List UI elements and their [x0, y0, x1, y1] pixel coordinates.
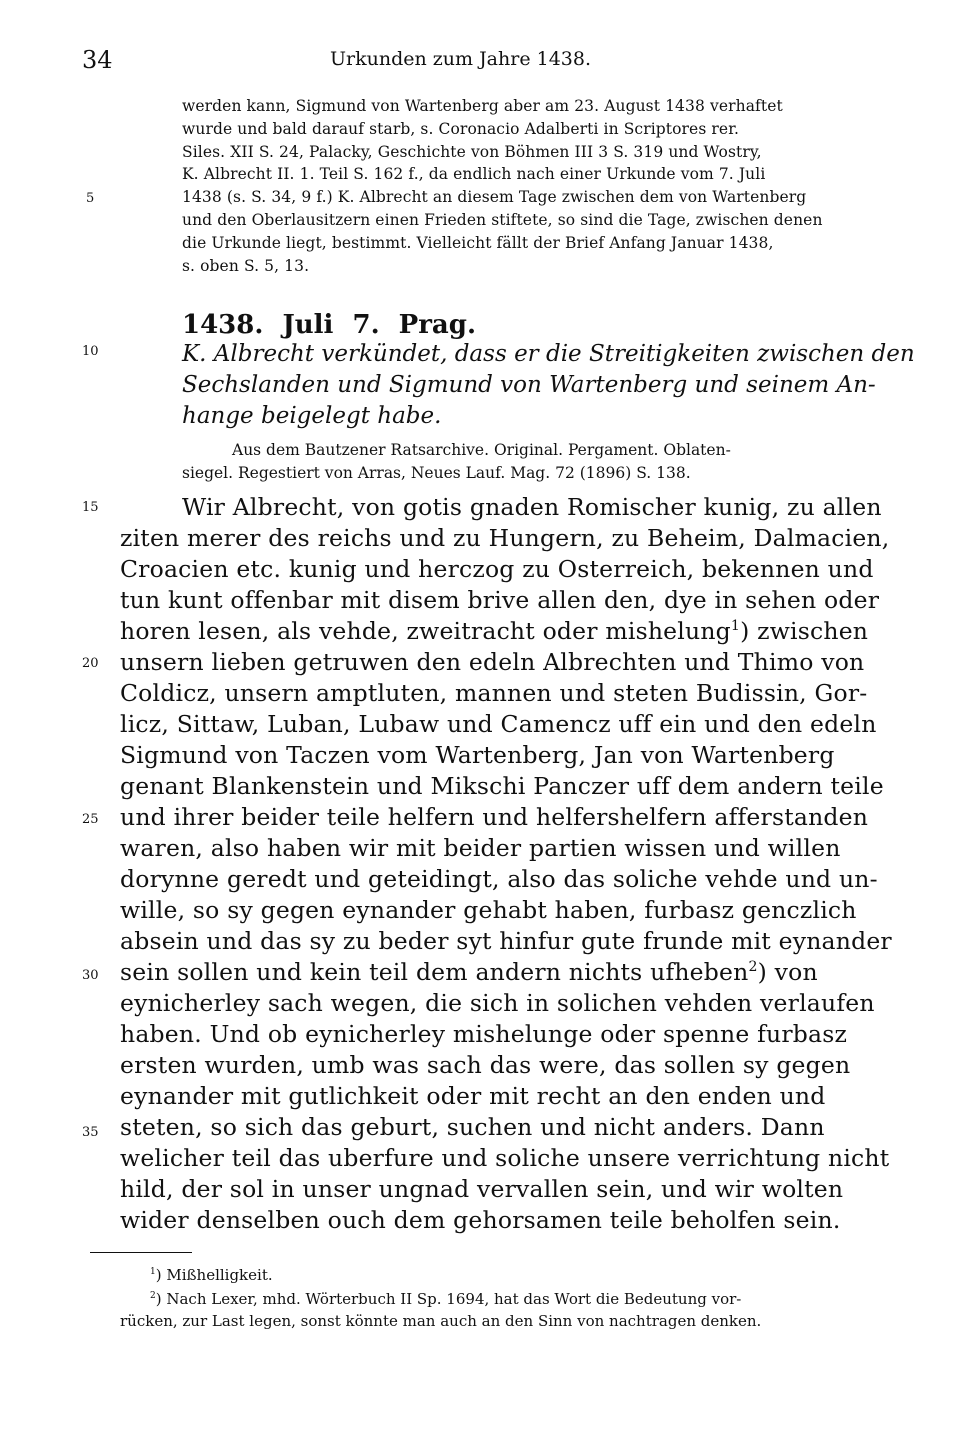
- line-number: 10: [82, 344, 99, 359]
- text-line: eynander mit gutlichkeit oder mit recht an den enden und: [120, 1082, 826, 1110]
- summary-line: K. Albrecht verkündet, dass er die Streitigkeiten zwischen den: [182, 341, 915, 367]
- document-heading: 1438. Juli 7. Prag.: [182, 310, 476, 340]
- text-line: absein und das sy zu beder syt hinfur gute frunde mit eynander: [120, 927, 892, 955]
- footnote: [150, 1266, 273, 1284]
- footnote-mark: 1: [150, 1267, 156, 1277]
- note-line: Siles. XII S. 24, Palacky, Geschichte von Böhmen III 3 S. 319 und Wostry,: [182, 143, 762, 161]
- text-line: waren, also haben wir mit beider partien wissen und willen: [120, 834, 841, 862]
- footnote: [150, 1290, 741, 1308]
- footnote-continuation: rücken, zur Last legen, sonst könnte man auch an den Sinn von nachtragen denken.: [120, 1312, 762, 1330]
- line-number: 5: [86, 191, 95, 206]
- text-line: haben. Und ob eynicherley mishelunge oder spenne furbasz: [120, 1020, 848, 1048]
- line-number: 25: [82, 812, 99, 827]
- text-line: eynicherley sach wegen, die sich in solichen vehden verlaufen: [120, 989, 875, 1017]
- text-line: unsern lieben getruwen den edeln Albrechten und Thimo von: [120, 648, 865, 676]
- line-number: 35: [82, 1125, 99, 1140]
- text-line: Sigmund von Taczen vom Wartenberg, Jan von Wartenberg: [120, 741, 835, 769]
- source-line: siegel. Regestiert von Arras, Neues Lauf. Mag. 72 (1896) S. 138.: [182, 464, 691, 482]
- summary-line: Sechslanden und Sigmund von Wartenberg und seinem An-: [182, 372, 876, 398]
- note-line: werden kann, Sigmund von Wartenberg aber am 23. August 1438 verhaftet: [182, 97, 783, 115]
- text-line: [120, 617, 868, 645]
- note-line: und den Oberlausitzern einen Frieden stiftete, so sind die Tage, zwischen denen: [182, 211, 823, 229]
- note-line: 1438 (s. S. 34, 9 f.) K. Albrecht an diesem Tage zwischen dem von Wartenberg: [182, 188, 807, 206]
- text-line: genant Blankenstein und Mikschi Panczer uff dem andern teile: [120, 772, 884, 800]
- text-line: und ihrer beider teile helfern und helfershelfern afferstanden: [120, 803, 869, 831]
- text-line: Coldicz, unsern amptluten, mannen und steten Budissin, Gor-: [120, 679, 868, 707]
- note-line: die Urkunde liegt, bestimmt. Vielleicht fällt der Brief Anfang Januar 1438,: [182, 234, 774, 252]
- text-line: dorynne geredt und geteidingt, also das soliche vehde und un-: [120, 865, 878, 893]
- footnote-rule: [90, 1252, 192, 1253]
- page-number: 34: [82, 46, 113, 74]
- text-line: tun kunt offenbar mit disem brive allen den, dye in sehen oder: [120, 586, 880, 614]
- text-line: Wir Albrecht, von gotis gnaden Romischer kunig, zu allen: [182, 493, 882, 521]
- note-line: K. Albrecht II. 1. Teil S. 162 f., da endlich nach einer Urkunde vom 7. Juli: [182, 165, 766, 183]
- text-line: wille, so sy gegen eynander gehabt haben, furbasz genczlich: [120, 896, 857, 924]
- footnote-ref-2: 2: [748, 959, 758, 976]
- source-line: Aus dem Bautzener Ratsarchive. Original. Pergament. Oblaten-: [232, 441, 731, 459]
- note-line: wurde und bald darauf starb, s. Coronacio Adalberti in Scriptores rer.: [182, 120, 740, 138]
- footnote-mark: 2: [150, 1291, 156, 1301]
- text-line: wider denselben ouch dem gehorsamen teile beholfen sein.: [120, 1206, 841, 1234]
- text-line: licz, Sittaw, Luban, Lubaw und Camencz uff ein und den edeln: [120, 710, 877, 738]
- text-line-main: sein sollen und kein teil dem andern nichts ufheben: [120, 958, 749, 986]
- text-line: ziten merer des reichs und zu Hungern, zu Beheim, Dalmacien,: [120, 524, 890, 552]
- text-line: Croacien etc. kunig und herczog zu Osterreich, bekennen und: [120, 555, 874, 583]
- running-title: Urkunden zum Jahre 1438.: [330, 48, 592, 70]
- note-line: s. oben S. 5, 13.: [182, 257, 310, 275]
- line-number: 15: [82, 500, 99, 515]
- footnote-text: ) Mißhelligkeit.: [155, 1266, 273, 1284]
- text-line: [120, 958, 818, 986]
- text-line: steten, so sich das geburt, suchen und nicht anders. Dann: [120, 1113, 825, 1141]
- footnote-ref-1: 1: [730, 618, 741, 635]
- summary-line: hange beigelegt habe.: [182, 403, 442, 429]
- text-line-tail: ) von: [757, 958, 818, 986]
- line-number: 20: [82, 656, 99, 671]
- text-line-tail: ) zwischen: [740, 617, 869, 645]
- footnote-text: ) Nach Lexer, mhd. Wörterbuch II Sp. 1694, hat das Wort die Bedeutung vor-: [155, 1290, 742, 1308]
- text-line: hild, der sol in unser ungnad vervallen sein, und wir wolten: [120, 1175, 844, 1203]
- text-line: ersten wurden, umb was sach das were, das sollen sy gegen: [120, 1051, 851, 1079]
- text-line-main: horen lesen, als vehde, zweitracht oder mishelung: [120, 617, 731, 645]
- text-line: welicher teil das uberfure und soliche unsere verrichtung nicht: [120, 1144, 890, 1172]
- line-number: 30: [82, 968, 99, 983]
